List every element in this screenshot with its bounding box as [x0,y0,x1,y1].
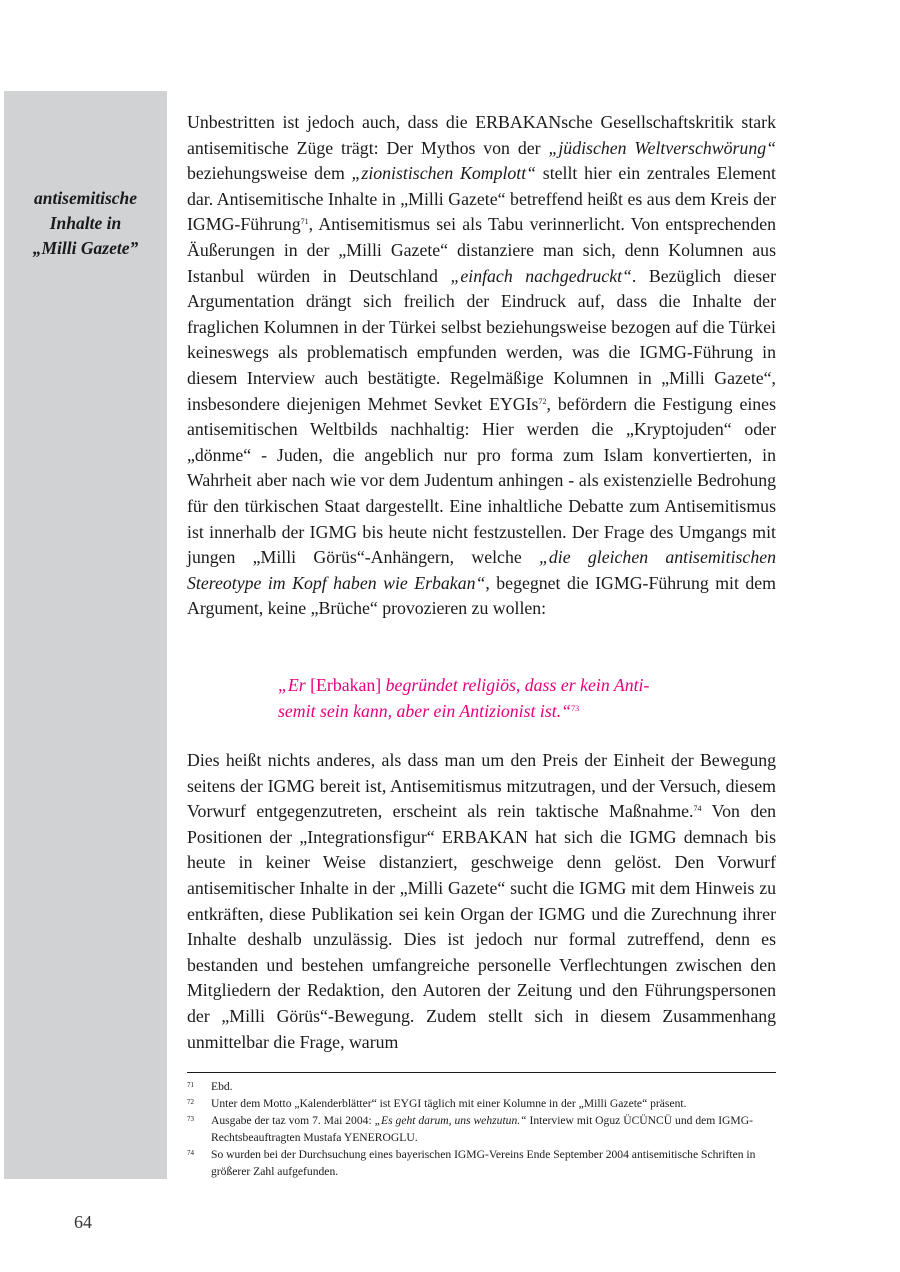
footnote [187,1146,776,1180]
footnote-text [211,1112,776,1146]
footnote-number: 71 [187,1081,194,1089]
body-paragraph-2 [187,748,776,1055]
text-run: , begegnet die IGMG-Führung mit dem Argument, keine „Brüche“ provozieren zu wollen: [187,572,776,619]
text-run: stellt hier ein zentrales Element dar. Antisemitische Inhalte in „Milli Gazete“ betreffend heißt es aus dem Kreis der IGMG-Führung [187,163,776,235]
footnotes [187,1078,776,1180]
footnote-ref: 73 [571,703,580,713]
footnote-text: Ebd. [211,1080,233,1093]
footnote-number: 74 [187,1149,194,1157]
footnote-ref: 72 [538,396,547,406]
italic-phrase: „die gleichen antisemitischen Stereotype im Kopf haben wie Erbakan“ [187,547,776,593]
footnote-text-run: Ausgabe der taz vom 7. Mai 2004: [211,1114,375,1127]
text-run: , Antisemitismus sei als Tabu verinnerlicht. Von entsprechenden Äußerungen in der „Milli Gazete“ distanziere man sich, denn Kolumnen aus Istanbul würden in Deutschland [187,214,776,286]
margin-note-line: Inhalte in [49,213,122,233]
page-number: 64 [74,1212,92,1232]
italic-phrase: „einfach nachgedruckt“ [450,265,632,286]
footnote-rule [187,1072,776,1073]
margin-note-line: „Milli Gazete” [32,238,139,258]
quote-insertion: [Erbakan] [310,675,382,695]
text-run: Unbestritten ist jedoch auch, dass die ERBAKANsche Gesellschaftskritik stark antisemitische Züge trägt: Der Mythos von der [187,112,776,158]
text-run: Von den Positionen der „Integrationsfigur“ ERBAKAN hat sich die IGMG demnach bis heute in keiner Weise distanziert, geschweige denn gelöst. Den Vorwurf antisemitischer Inhalte in der „Milli Gazete“ sucht die IGMG mit dem Hinweis zu entkräften, diese Publikation sei kein Organ der IGMG und die Zurechnung ihrer Inhalte deshalb unzulässig. Dies ist jedoch nur formal zutreffend, denn es bestanden und bestehen umfangreiche personelle Verflechtungen zwischen den Mitgliedern der Redaktion, den Autoren der Zeitung und den Führungspersonen der „Milli Görüs“-Bewegung. Zudem stellt sich in diesem Zusammenhang unmittelbar die Frage, warum [187,801,777,1052]
block-quote [278,673,698,724]
footnote-text: So wurden bei der Durchsuchung eines bayerischen IGMG-Vereins Ende September 2004 antisemitische Schriften in größerer Zahl aufgefunden. [211,1148,756,1178]
quote-text: semit sein kann, aber ein Antizionist ist.“ [278,700,572,721]
footnote-number: 72 [187,1098,194,1106]
margin-note-line: antisemitische [33,188,138,208]
margin-note [4,186,167,261]
text-run: . Bezüglich dieser Argumentation drängt sich freilich der Eindruck auf, dass die Inhalte der fraglichen Kolumnen in der Türkei selbst beziehungsweise bezogen auf die Türkei keineswegs als problematisch empfunden werden, was die IGMG-Führung in diesem Interview auch bestätigte. Regelmäßige Kolumnen in „Milli Gazete“, insbesondere diejenigen Mehmet Sevket EYGIs [187,265,776,414]
quote-text: begründet religiös, dass er kein Anti- [381,675,650,695]
quote-text: „Er [278,675,311,695]
text-run: beziehungsweise dem [187,163,352,184]
italic-phrase: „jüdischen Weltverschwörung“ [548,137,776,158]
footnote-text: Unter dem Motto „Kalenderblätter“ ist EYGI täglich mit einer Kolumne in der „Milli Gazete“ präsent. [211,1097,687,1110]
footnote-number: 73 [187,1115,194,1123]
body-paragraph-1 [187,110,776,622]
text-run: Dies heißt nichts anderes, als dass man um den Preis der Einheit der Bewegung seitens der IGMG bereit ist, Antisemitismus mitzutragen, und der Versuch, diesem Vorwurf entgegenzutreten, erscheint als rein taktische Maßnahme. [187,750,776,822]
footnote-ref: 74 [693,804,702,814]
footnote-ref: 71 [300,217,309,227]
footnote-text-run: Interview mit Oguz ÜCÜNCÜ und dem IGMG-Rechtsbeauftragten Mustafa YENEROGLU. [211,1114,753,1144]
footnote-italic: „Es geht darum, uns wehzutun.“ [374,1114,527,1127]
footnote [187,1078,776,1095]
footnote [187,1112,776,1146]
footnote [187,1095,776,1112]
italic-phrase: „zionistischen Komplott“ [351,163,537,184]
text-run: , befördern die Festigung eines antisemitischen Weltbilds nachhaltig: Hier werden die „Kryptojuden“ oder „dönme“ - Juden, die angeblich nur pro forma zum Islam konvertierten, in Wahrheit aber nach wie vor dem Judentum anhingen - als existenzielle Bedrohung für den türkischen Staat dargestellt. Eine inhaltliche Debatte zum Antisemitismus ist innerhalb der IGMG bis heute nicht festzustellen. Der Frage des Umgangs mit jungen „Milli Görüs“-Anhängern, welche [187,393,776,568]
